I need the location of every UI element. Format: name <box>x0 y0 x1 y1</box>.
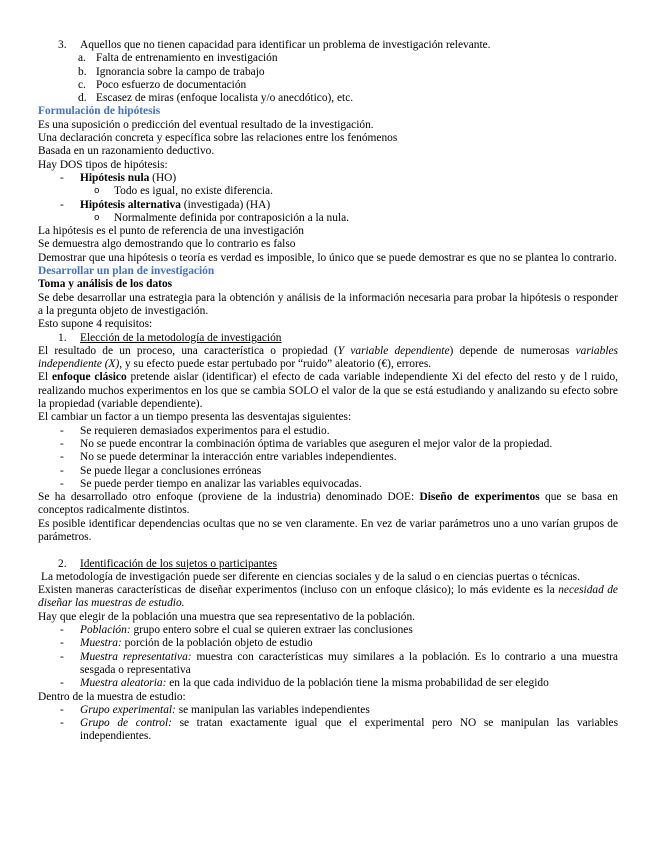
text-run: Aquellos que no tienen capacidad para identificar un problema de investigación relevante. <box>80 39 491 51</box>
list-marker: - <box>60 198 64 211</box>
sub-bullet-item <box>38 212 618 225</box>
bold-text: Hipótesis nula <box>80 171 150 184</box>
italic-text: Y variable dependiente <box>337 344 450 357</box>
text-run: porción de la población objeto de estudio <box>121 637 313 650</box>
list-marker: - <box>60 477 64 490</box>
list-marker: c. <box>78 78 86 91</box>
text-run: Se puede llegar a conclusiones erróneas <box>80 464 262 477</box>
bullet-item <box>38 704 618 717</box>
text-run: Demostrar que una hipótesis o teoría es verdad es imposible, lo único que se puede demostrar es que no se plantea lo contrario. <box>38 251 617 264</box>
text-run: Escasez de miras (enfoque localista y/o anecdótico), etc. <box>96 92 354 105</box>
text-run: Poco esfuerzo de documentación <box>96 78 247 91</box>
numbered-item <box>38 39 618 52</box>
bullet-item <box>38 624 618 637</box>
list-marker: - <box>60 464 64 477</box>
document-page <box>38 39 618 744</box>
text-run: Formulación de hipótesis <box>38 105 161 118</box>
text-run: Existen maneras características de diseñar experimentos (incluso con un enfoque clásico); lo más evidente es la <box>38 584 559 597</box>
text-run: El cambiar un factor a un tiempo presenta las desventajas siguientes: <box>38 411 352 424</box>
bullet-item <box>38 651 618 678</box>
paragraph <box>38 225 618 238</box>
section-heading <box>38 265 618 278</box>
list-marker: - <box>60 437 64 450</box>
italic-text: Grupo de control: <box>80 717 172 730</box>
list-marker: - <box>60 424 64 437</box>
text-run: Se ha desarrollado otro enfoque (proviene de la industria) denominado DOE: <box>38 491 420 504</box>
text-run: Dentro de la muestra de estudio: <box>38 690 186 703</box>
bold-text: enfoque clásico <box>51 371 127 384</box>
text-run: No se puede determinar la interacción entre variables independientes. <box>80 451 397 464</box>
text-run: en la que cada individuo de la población tiene la misma probabilidad de ser elegido <box>166 677 549 690</box>
paragraph <box>38 411 618 424</box>
section-heading <box>38 105 618 118</box>
numbered-item <box>38 332 618 345</box>
bullet-item <box>38 172 618 185</box>
list-marker: a. <box>78 52 86 65</box>
text-run: Es posible identificar dependencias ocultas que no se ven claramente. En vez de variar parámetros uno a uno varían grupos de parámetros. <box>38 517 618 543</box>
bullet-item <box>38 199 618 212</box>
paragraph <box>38 238 618 251</box>
lettered-item <box>38 66 618 79</box>
lettered-item <box>38 79 618 92</box>
underlined-heading: Elección de la metodología de investigación <box>80 331 282 344</box>
list-marker: - <box>60 717 64 730</box>
list-marker: o <box>94 212 100 223</box>
numbered-item <box>38 558 618 571</box>
text-run: Falta de entrenamiento en investigación <box>96 52 278 65</box>
paragraph <box>38 292 618 319</box>
list-marker: - <box>60 650 64 663</box>
bold-text: Hipótesis alternativa <box>80 198 181 211</box>
paragraph <box>38 345 618 372</box>
text-run: grupo entero sobre el cual se quieren extraer las conclusiones <box>130 624 413 637</box>
subsection-heading <box>38 278 618 291</box>
text-run: ) depende de numerosas <box>449 344 576 357</box>
text-run: (investigada) (HA) <box>180 198 271 211</box>
text-run: Se puede perder tiempo en analizar las variables equivocadas. <box>80 477 362 490</box>
text-run: muestra con características muy similares a la población. Es lo contrario a una muestra sesgada o representativa <box>80 650 618 676</box>
lettered-item <box>38 52 618 65</box>
text-run: Se demuestra algo demostrando que lo contrario es falso <box>38 238 296 251</box>
text-run: Hay DOS tipos de hipótesis: <box>38 158 168 171</box>
text-run: El <box>38 371 52 384</box>
text-run: Basada en un razonamiento deductivo. <box>38 145 215 158</box>
bullet-item <box>38 717 618 744</box>
italic-text: Muestra: <box>80 637 122 650</box>
list-marker: - <box>60 624 64 637</box>
list-marker: - <box>60 451 64 464</box>
bullet-item <box>38 451 618 464</box>
text-run: Todo es igual, no existe diferencia. <box>114 185 273 198</box>
paragraph <box>38 132 618 145</box>
bullet-item <box>38 677 618 690</box>
list-marker: 3. <box>58 39 67 51</box>
text-run: se manipulan las variables independientes <box>175 703 370 716</box>
list-marker: - <box>60 637 64 650</box>
bullet-item <box>38 465 618 478</box>
paragraph <box>38 518 618 545</box>
bullet-item <box>38 478 618 491</box>
text-run: El resultado de un proceso, una característica o propiedad ( <box>38 344 338 357</box>
italic-text: necesidad de diseñar las muestras de estudio. <box>38 584 618 610</box>
paragraph <box>38 611 618 624</box>
paragraph <box>38 318 618 331</box>
bullet-item <box>38 637 618 650</box>
italic-text: Población: <box>80 624 131 637</box>
paragraph <box>38 145 618 158</box>
text-run: Desarrollar un plan de investigación <box>38 265 215 278</box>
text-run: Ignorancia sobre la campo de trabajo <box>96 65 265 78</box>
sub-bullet-item <box>38 185 618 198</box>
list-marker: b. <box>78 65 87 78</box>
text-run: se tratan exactamente igual que el experimental pero NO se manipulan las variables independientes. <box>80 717 618 743</box>
text-run: Normalmente definida por contraposición a la nula. <box>114 211 350 224</box>
italic-text: Muestra representativa: <box>80 650 192 663</box>
paragraph <box>38 691 618 704</box>
paragraph <box>38 491 618 518</box>
text-run: Hay que elegir de la población una muestra que sea representativo de la población. <box>38 610 416 623</box>
list-marker: 2. <box>58 557 67 570</box>
text-run: Es una suposición o predicción del eventual resultado de la investigación. <box>38 118 374 131</box>
text-run: Se debe desarrollar una estrategia para la obtención y análisis de la información necesaria para probar la hipótesis o responder a la pregunta objeto de investigación. <box>38 291 618 317</box>
list-marker: - <box>60 171 64 184</box>
blank-line <box>38 544 618 557</box>
text-run: que se basa en conceptos radicalmente distintos. <box>38 491 618 517</box>
text-run: La metodología de investigación puede ser diferente en ciencias sociales y de la salud o en ciencias puertas o técnicas. <box>41 570 580 583</box>
bullet-item <box>38 438 618 451</box>
text-run: , y su efecto puede estar pertubado por “ruido” aleatorio (€), errores. <box>119 358 432 371</box>
paragraph <box>38 159 618 172</box>
text-run: Toma y análisis de los datos <box>38 278 173 291</box>
lettered-item <box>38 92 618 105</box>
list-marker: - <box>60 677 64 690</box>
text-run: No se puede encontrar la combinación óptima de variables que aseguren el mejor valor de la propiedad. <box>80 437 553 450</box>
italic-text: Muestra aleatoria: <box>80 677 167 690</box>
underlined-heading: Identificación de los sujetos o participantes <box>80 557 278 570</box>
text-run: pretende aislar (identificar) el efecto de cada variable independiente Xi del efecto del resto y de l ruido, realizando muchos experimentos en los que se cambia SOLO el valor de la que se está estudiando y analizando su efecto sobre la propiedad (variable dependiente). <box>38 371 618 411</box>
paragraph <box>38 252 618 265</box>
text-run: La hipótesis es el punto de referencia de una investigación <box>38 225 305 238</box>
text-run: Se requieren demasiados experimentos para el estudio. <box>80 424 330 437</box>
bullet-item <box>38 425 618 438</box>
list-marker: o <box>94 186 100 197</box>
text-run: Una declaración concreta y específica sobre las relaciones entre los fenómenos <box>38 132 398 145</box>
italic-text: variables independiente (X) <box>38 344 618 371</box>
paragraph <box>38 371 618 411</box>
paragraph <box>38 584 618 611</box>
list-marker: d. <box>78 92 87 105</box>
bold-text: Diseño de experimentos <box>419 491 540 504</box>
italic-text: Grupo experimental: <box>80 703 176 716</box>
paragraph <box>38 571 618 584</box>
list-marker: 1. <box>58 331 67 344</box>
text-run: (HO) <box>149 171 177 184</box>
text-run: Esto supone 4 requisitos: <box>38 318 153 331</box>
paragraph <box>38 119 618 132</box>
list-marker: - <box>60 703 64 716</box>
